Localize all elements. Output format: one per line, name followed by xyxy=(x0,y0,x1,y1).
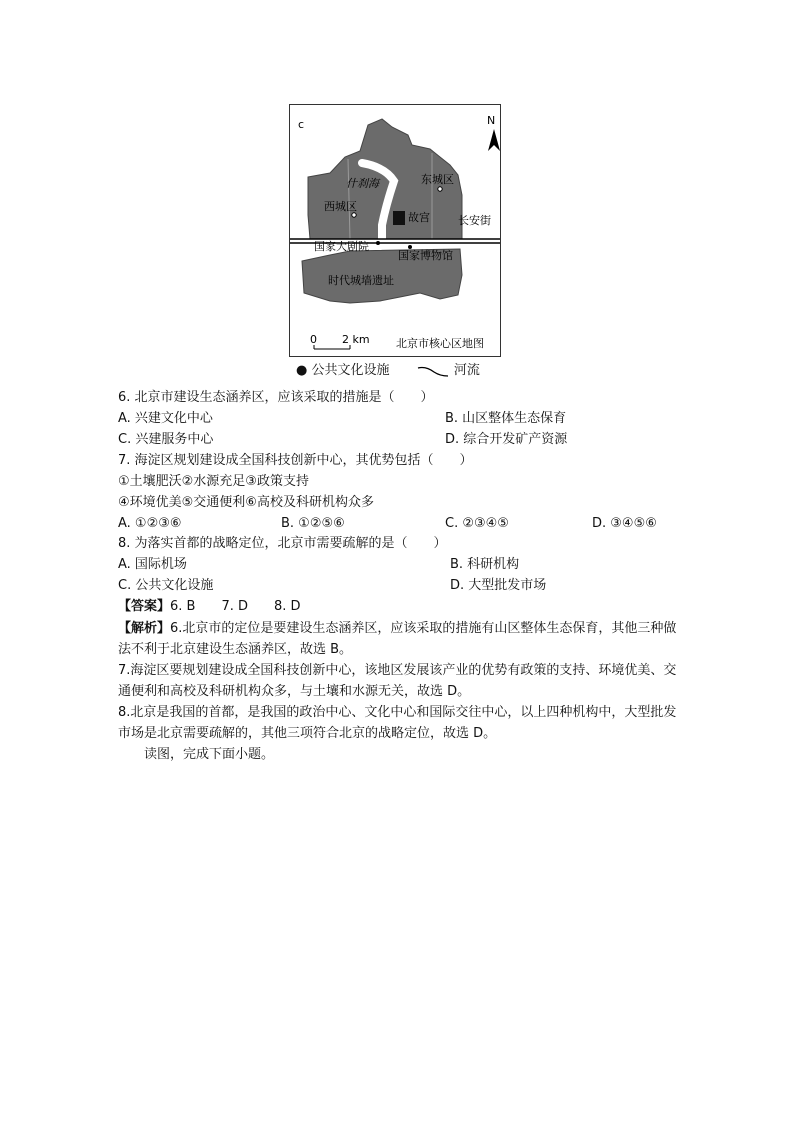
q6-stem: 6. 北京市建设生态涵养区，应该采取的措施是（ ） xyxy=(118,390,434,405)
label-gugong: 故宫 xyxy=(408,211,430,224)
answer-text: 6. B 7. D 8. D xyxy=(170,599,301,614)
map-title: 北京市核心区地图 xyxy=(396,337,484,350)
q8-stem: 8. 为落实首都的战略定位，北京市需要疏解的是（ ） xyxy=(118,536,447,551)
analysis-label: 【解析】 xyxy=(118,621,171,636)
north-label: N xyxy=(487,114,496,127)
north-arrow-icon xyxy=(488,129,500,151)
label-dongcheng: 东城区 xyxy=(421,173,454,186)
map-graphic xyxy=(290,105,501,357)
q7-option-b: B. ①②⑤⑥ xyxy=(281,516,345,531)
label-xicheng: 西城区 xyxy=(324,200,357,213)
next-intro: 读图，完成下面小题。 xyxy=(144,747,275,762)
beijing-core-map xyxy=(289,104,501,357)
q7-choices-line1: ①土壤肥沃②水源充足③政策支持 xyxy=(118,474,309,489)
label-shichahai: 什刹海 xyxy=(346,177,379,190)
answer-line xyxy=(118,599,301,615)
gugong-marker xyxy=(393,211,405,225)
q8-option-b: B. 科研机构 xyxy=(450,557,520,572)
facility-dot-theatre xyxy=(376,241,380,245)
q7-choices-line2: ④环境优美⑤交通便利⑥高校及科研机构众多 xyxy=(118,495,374,510)
label-changanjie: 长安街 xyxy=(458,214,491,227)
map-corner-label: c xyxy=(298,118,305,131)
facility-dot-xicheng xyxy=(352,213,356,217)
analysis-p8: 8.北京是我国的首都，是我国的政治中心、文化中心和国际交往中心，以上四种机构中，大型批发市场是北京需要疏解的，其他三项符合北京的战略定位，故选 D。 xyxy=(118,705,677,741)
legend-facility: 公共文化设施 xyxy=(311,363,390,378)
analysis-p7: 7.海淀区要规划建设成全国科技创新中心，该地区发展该产业的优势有政策的支持、环境优美、交通便利和高校及科研机构众多，与土壤和水源无关，故选 D。 xyxy=(118,663,677,699)
q6-option-c: C. 兴建服务中心 xyxy=(118,432,214,447)
label-ruins: 时代城墙遗址 xyxy=(328,274,394,287)
label-museum: 国家博物馆 xyxy=(398,249,453,262)
q7-stem: 7. 海淀区规划建设成全国科技创新中心，其优势包括（ ） xyxy=(118,453,473,468)
river-icon xyxy=(416,364,450,378)
scale-zero: 0 xyxy=(310,333,317,346)
q6-option-d: D. 综合开发矿产资源 xyxy=(445,432,568,447)
q7-option-a: A. ①②③⑥ xyxy=(118,516,182,531)
q7-option-c: C. ②③④⑤ xyxy=(445,516,509,531)
label-theatre: 国家大剧院 xyxy=(314,240,369,253)
q8-option-d: D. 大型批发市场 xyxy=(450,578,547,593)
q8-option-a: A. 国际机场 xyxy=(118,557,187,572)
analysis-p6: 【解析】6.北京市的定位是要建设生态涵养区，应该采取的措施有山区整体生态保育，其他三种做法不利于北京建设生态涵养区，故选 B。 xyxy=(118,621,677,657)
q6-option-b: B. 山区整体生态保育 xyxy=(445,411,567,426)
scale-value: 2 km xyxy=(342,333,370,346)
facility-dot-icon: ● xyxy=(296,363,308,378)
answer-label: 【答案】 xyxy=(118,599,171,614)
legend-river: 河流 xyxy=(453,363,480,378)
facility-dot-dongcheng xyxy=(438,187,442,191)
map-legend xyxy=(296,363,480,380)
analysis-block xyxy=(118,618,678,765)
q7-option-d: D. ③④⑤⑥ xyxy=(592,516,657,531)
q8-option-c: C. 公共文化设施 xyxy=(118,578,214,593)
q6-option-a: A. 兴建文化中心 xyxy=(118,411,213,426)
